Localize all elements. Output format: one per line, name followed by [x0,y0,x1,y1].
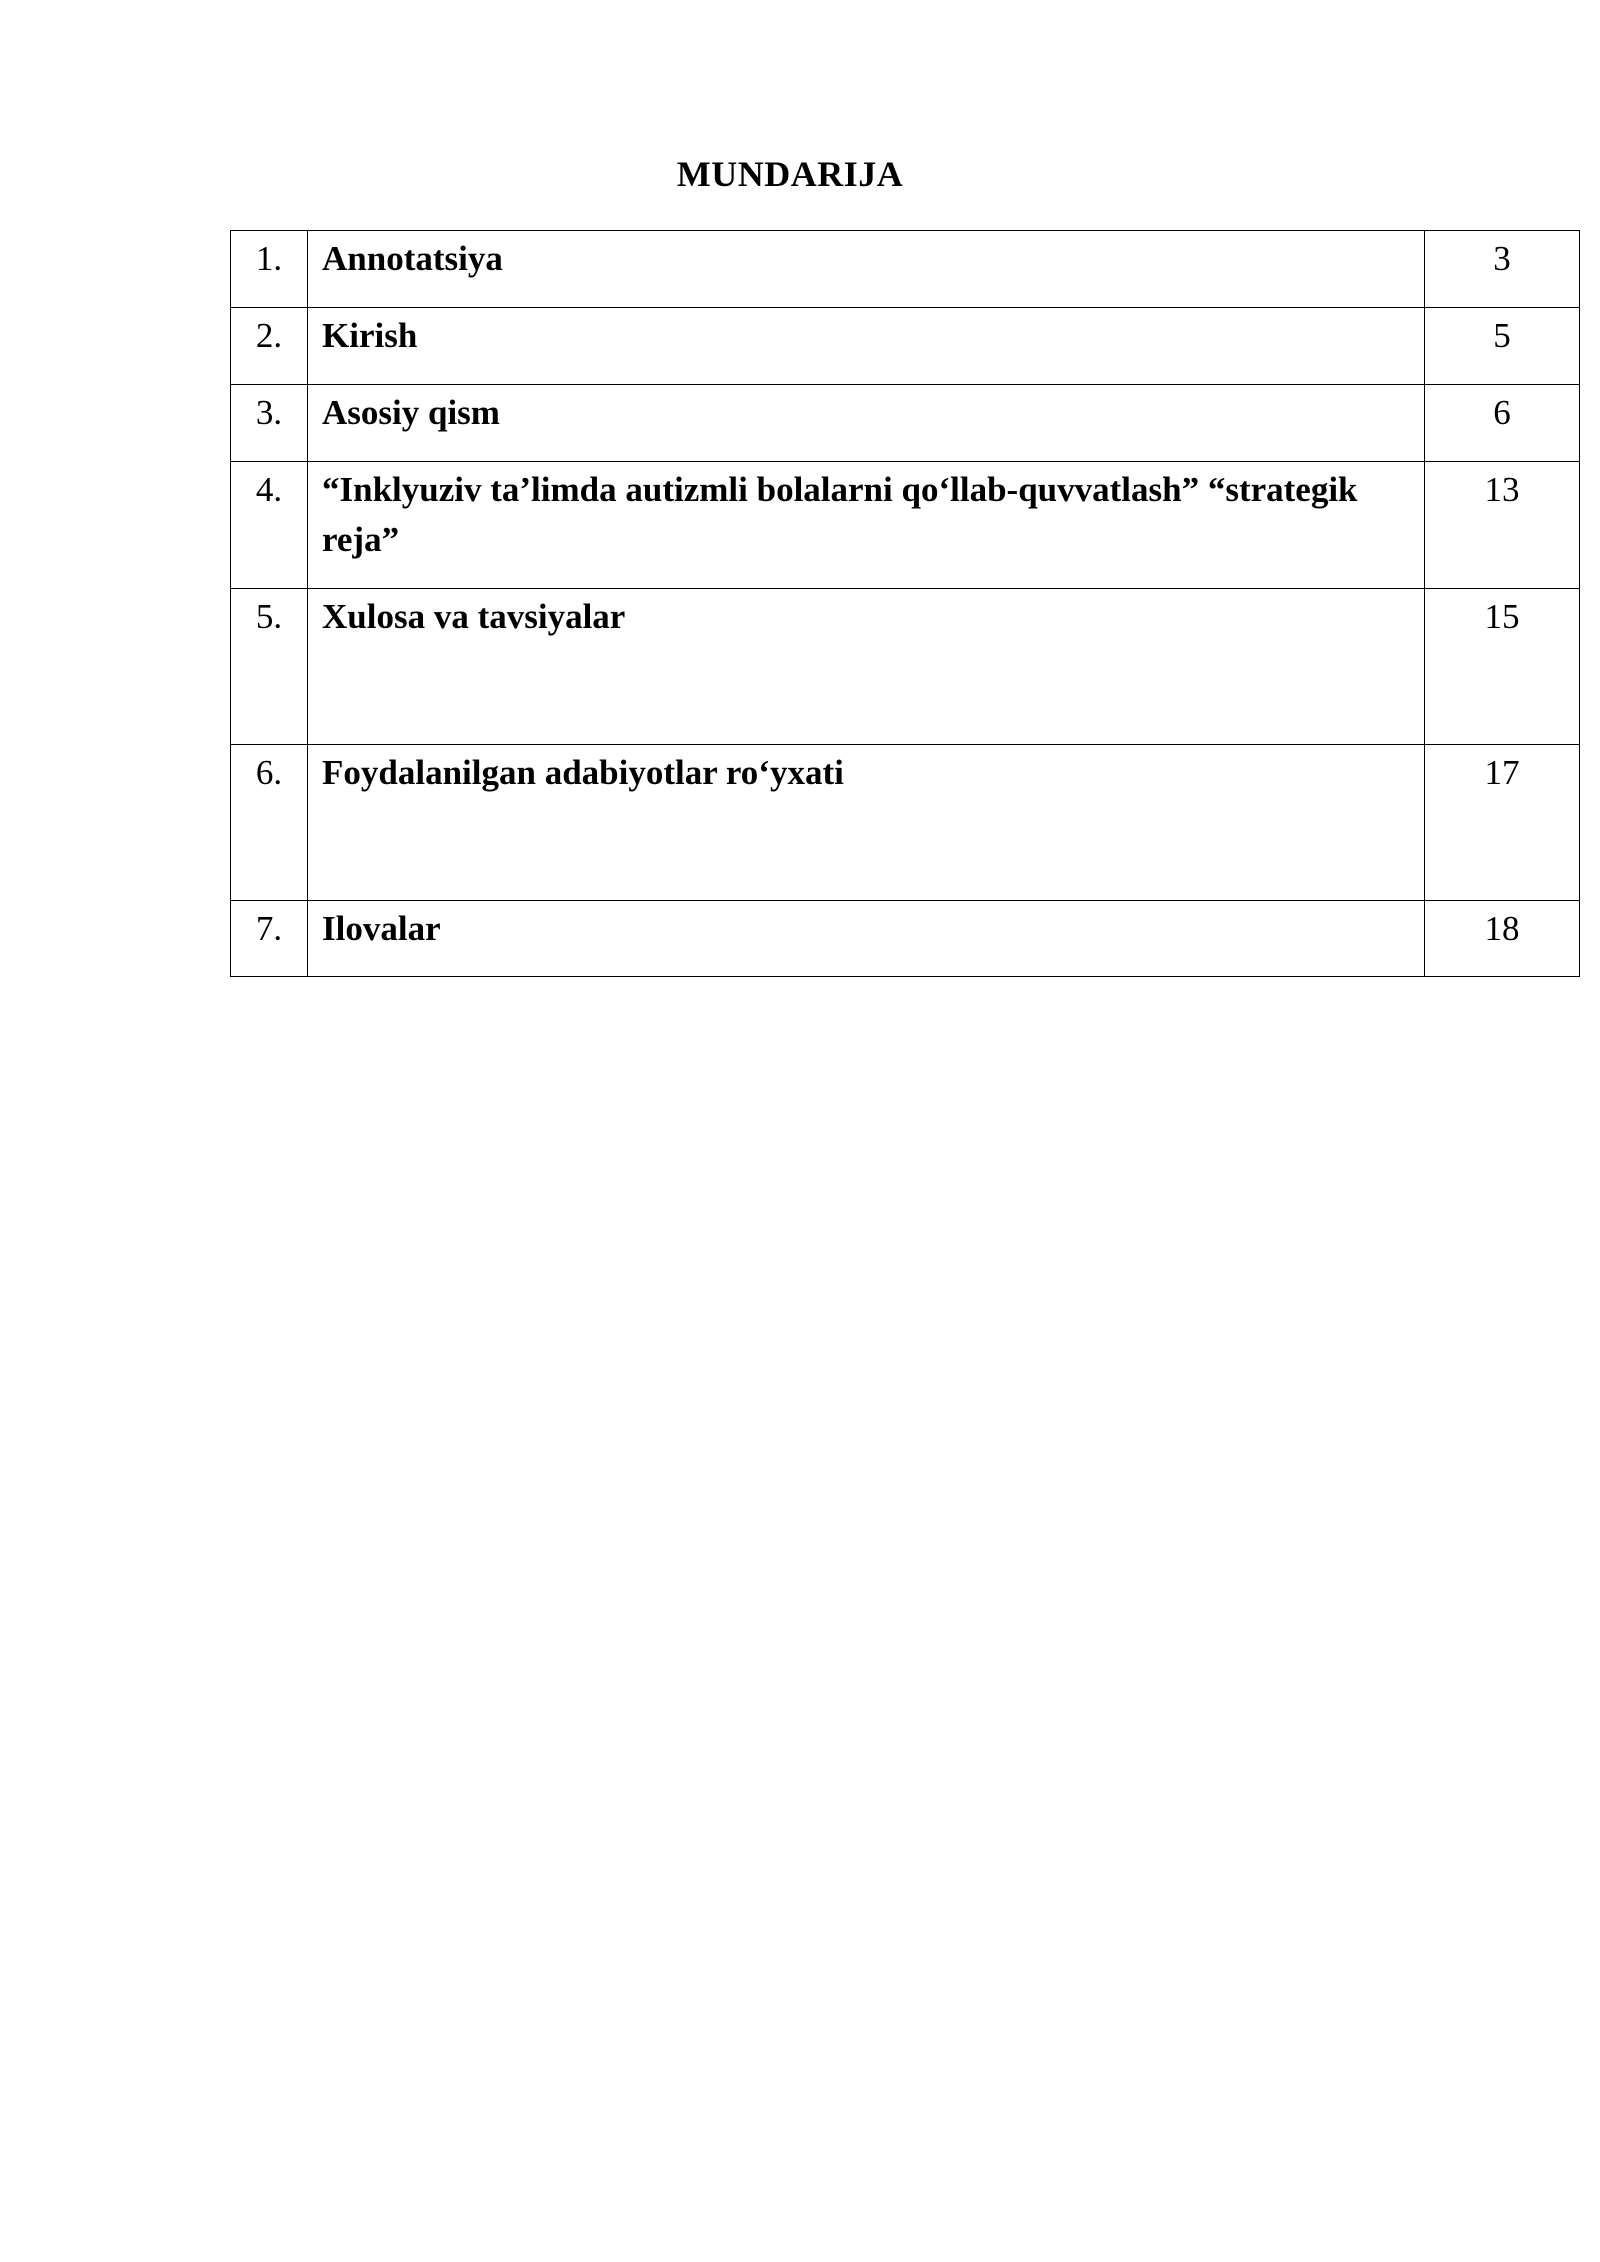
toc-row [231,462,1580,589]
toc-page-number: 18 [1425,901,1580,977]
toc-page-number: 5 [1425,308,1580,385]
toc-page-number: 15 [1425,589,1580,745]
toc-title: “Inklyuziv ta’limda autizmli bolalarni qo‘llab-quvvatlash” “strategik reja” [308,462,1425,589]
toc-page-number: 13 [1425,462,1580,589]
toc-number: 7. [231,901,308,977]
toc-title: Xulosa va tavsiyalar [308,589,1425,745]
toc-page-number: 6 [1425,385,1580,462]
toc-number: 2. [231,308,308,385]
table-of-contents [230,230,1580,977]
toc-page-number: 17 [1425,745,1580,901]
toc-row [231,308,1580,385]
toc-number: 1. [231,231,308,308]
toc-row [231,385,1580,462]
toc-title: Asosiy qism [308,385,1425,462]
toc-row [231,745,1580,901]
toc-row [231,231,1580,308]
toc-page-number: 3 [1425,231,1580,308]
toc-number: 3. [231,385,308,462]
toc-title: Ilovalar [308,901,1425,977]
toc-title: Annotatsiya [308,231,1425,308]
toc-number: 6. [231,745,308,901]
toc-number: 5. [231,589,308,745]
toc-title: Kirish [308,308,1425,385]
toc-row [231,589,1580,745]
toc-number: 4. [231,462,308,589]
toc-title: Foydalanilgan adabiyotlar ro‘yxati [308,745,1425,901]
toc-row [231,901,1580,977]
page-title: MUNDARIJA [676,154,904,194]
